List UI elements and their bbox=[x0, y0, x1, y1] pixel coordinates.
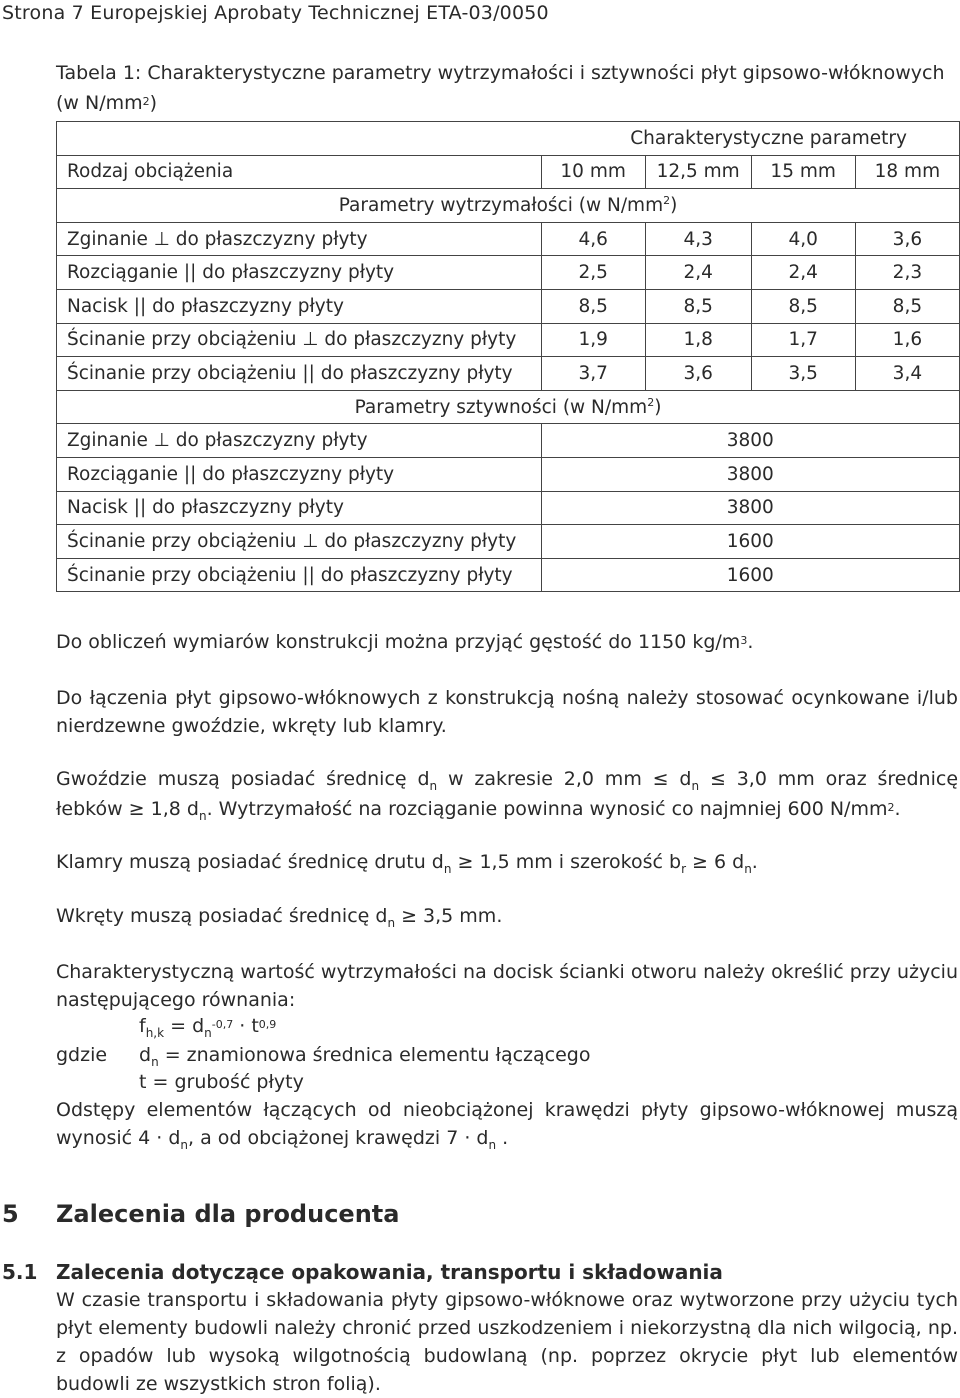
thickness-header: 10 mm bbox=[541, 155, 645, 189]
row-label: Nacisk || do płaszczyzny płyty bbox=[57, 491, 542, 525]
cell-value: 1600 bbox=[541, 525, 959, 559]
cell-value: 8,5 bbox=[751, 289, 855, 323]
cell-value: 8,5 bbox=[855, 289, 959, 323]
definition-dn: $d_n$ = znamionowa średnica elementu łączącego bbox=[139, 1044, 591, 1069]
cell-value: 3,6 bbox=[855, 222, 959, 256]
row-label: Ścinanie przy obciążeniu ⊥ do płaszczyzny płyty bbox=[57, 525, 542, 559]
section-5-title: Zalecenia dla producenta bbox=[56, 1200, 400, 1228]
table-row bbox=[57, 289, 960, 323]
cell-value: 4,6 bbox=[541, 222, 645, 256]
row-label: Ścinanie przy obciążeniu || do płaszczyzny płyty bbox=[57, 558, 542, 592]
bearing-formula: $f_{h,k} = d_n^{-0,7} \cdot t^{0,9}$ bbox=[139, 1015, 277, 1040]
table-row bbox=[57, 457, 960, 491]
row-label: Ścinanie przy obciążeniu || do płaszczyzny płyty bbox=[57, 357, 542, 391]
cell-value: 3,6 bbox=[645, 357, 751, 391]
thickness-header: 12,5 mm bbox=[645, 155, 751, 189]
cell-value: 3,4 bbox=[855, 357, 959, 391]
table-row bbox=[57, 558, 960, 592]
bearing-intro-paragraph: Charakterystyczną wartość wytrzymałości na docisk ścianki otworu należy określić przy użyciu następującego równania: bbox=[56, 961, 958, 1011]
row-label: Zginanie ⊥ do płaszczyzny płyty bbox=[57, 222, 542, 256]
cell-value: 8,5 bbox=[541, 289, 645, 323]
row-label: Rozciąganie || do płaszczyzny płyty bbox=[57, 256, 542, 290]
nails-paragraph: Gwoździe muszą posiadać średnicę $d_n$ w zakresie 2,0 mm ≤ $d_n \le 3,0$ mm oraz średnicę łebków ≥ 1,8 $d_n$. Wytrzymałość na rozciąganie powinna wynosić co najmniej 600 $N/mm^2$. bbox=[56, 768, 959, 823]
section-5-number: 5 bbox=[2, 1200, 19, 1228]
table-row bbox=[57, 256, 960, 290]
table-caption: Tabela 1: Charakterystyczne parametry wytrzymałości i sztywności płyt gipsowo-włóknowych (w $N/mm^2$) bbox=[56, 62, 945, 114]
where-label: gdzie bbox=[56, 1044, 108, 1066]
cell-value: 2,3 bbox=[855, 256, 959, 290]
cell-value: 8,5 bbox=[645, 289, 751, 323]
table-row bbox=[57, 222, 960, 256]
cell-value: 2,4 bbox=[645, 256, 751, 290]
cell-value: 4,3 bbox=[645, 222, 751, 256]
cell-value: 1,9 bbox=[541, 323, 645, 357]
cell-value: 3,5 bbox=[751, 357, 855, 391]
parameters-table bbox=[56, 121, 960, 592]
section-5-1-number: 5.1 bbox=[2, 1260, 38, 1284]
page-header: Strona 7 Europejskiej Aprobaty Technicznej ETA-03/0050 bbox=[2, 2, 549, 24]
table-group-title: Charakterystyczne parametry bbox=[57, 122, 960, 156]
cell-value: 1,8 bbox=[645, 323, 751, 357]
staples-paragraph: Klamry muszą posiadać średnicę drutu $d_n \ge 1,5$ mm i szerokość $b_r \ge 6$ $d_n$. bbox=[56, 851, 758, 876]
cell-value: 3800 bbox=[541, 491, 959, 525]
density-paragraph: Do obliczeń wymiarów konstrukcji można przyjąć gęstość do 1150 $kg/m^3$. bbox=[56, 631, 754, 653]
cell-value: 3800 bbox=[541, 424, 959, 458]
row-label: Nacisk || do płaszczyzny płyty bbox=[57, 289, 542, 323]
section-5-1-body: W czasie transportu i składowania płyty gipsowo-włóknowe oraz wytworzone przy użyciu tych płyt elementy budowli należy chronić przed uszkodzeniem i niekorzystną dla nich wilgocią, np. z opadów lub wysoką wilgotnością budowlaną (np. poprzez okrycie płyt lub elementów budowli ze wszystkich stron folią). bbox=[56, 1289, 958, 1395]
section-5-1-title: Zalecenia dotyczące opakowania, transportu i składowania bbox=[56, 1260, 723, 1284]
fasteners-intro-paragraph: Do łączenia płyt gipsowo-włóknowych z konstrukcją nośną należy stosować ocynkowane i/lub nierdzewne gwoździe, wkręty lub klamry. bbox=[56, 687, 958, 737]
spacing-paragraph: Odstępy elementów łączących od nieobciążonej krawędzi płyty gipsowo-włóknowej muszą wynosić $4 \cdot d_n$, a od obciążonej krawędzi $7 \cdot d_n$ . bbox=[56, 1099, 958, 1152]
load-type-header: Rodzaj obciążenia bbox=[57, 155, 542, 189]
cell-value: 3,7 bbox=[541, 357, 645, 391]
table-row bbox=[57, 525, 960, 559]
row-label: Zginanie ⊥ do płaszczyzny płyty bbox=[57, 424, 542, 458]
cell-value: 3800 bbox=[541, 457, 959, 491]
cell-value: 1600 bbox=[541, 558, 959, 592]
stiffness-section-heading: Parametry sztywności (w $N/mm^2$) bbox=[57, 390, 960, 424]
row-label: Ścinanie przy obciążeniu ⊥ do płaszczyzny płyty bbox=[57, 323, 542, 357]
cell-value: 2,5 bbox=[541, 256, 645, 290]
cell-value: 1,6 bbox=[855, 323, 959, 357]
cell-value: 1,7 bbox=[751, 323, 855, 357]
table-row bbox=[57, 491, 960, 525]
screws-paragraph: Wkręty muszą posiadać średnicę $d_n \ge 3,5$ mm. bbox=[56, 905, 503, 930]
cell-value: 2,4 bbox=[751, 256, 855, 290]
table-row bbox=[57, 323, 960, 357]
thickness-header: 18 mm bbox=[855, 155, 959, 189]
table-row bbox=[57, 424, 960, 458]
cell-value: 4,0 bbox=[751, 222, 855, 256]
definition-t: t = grubość płyty bbox=[139, 1071, 304, 1093]
thickness-header: 15 mm bbox=[751, 155, 855, 189]
row-label: Rozciąganie || do płaszczyzny płyty bbox=[57, 457, 542, 491]
strength-section-heading: Parametry wytrzymałości (w $N/mm^2$) bbox=[57, 189, 960, 223]
table-row bbox=[57, 357, 960, 391]
